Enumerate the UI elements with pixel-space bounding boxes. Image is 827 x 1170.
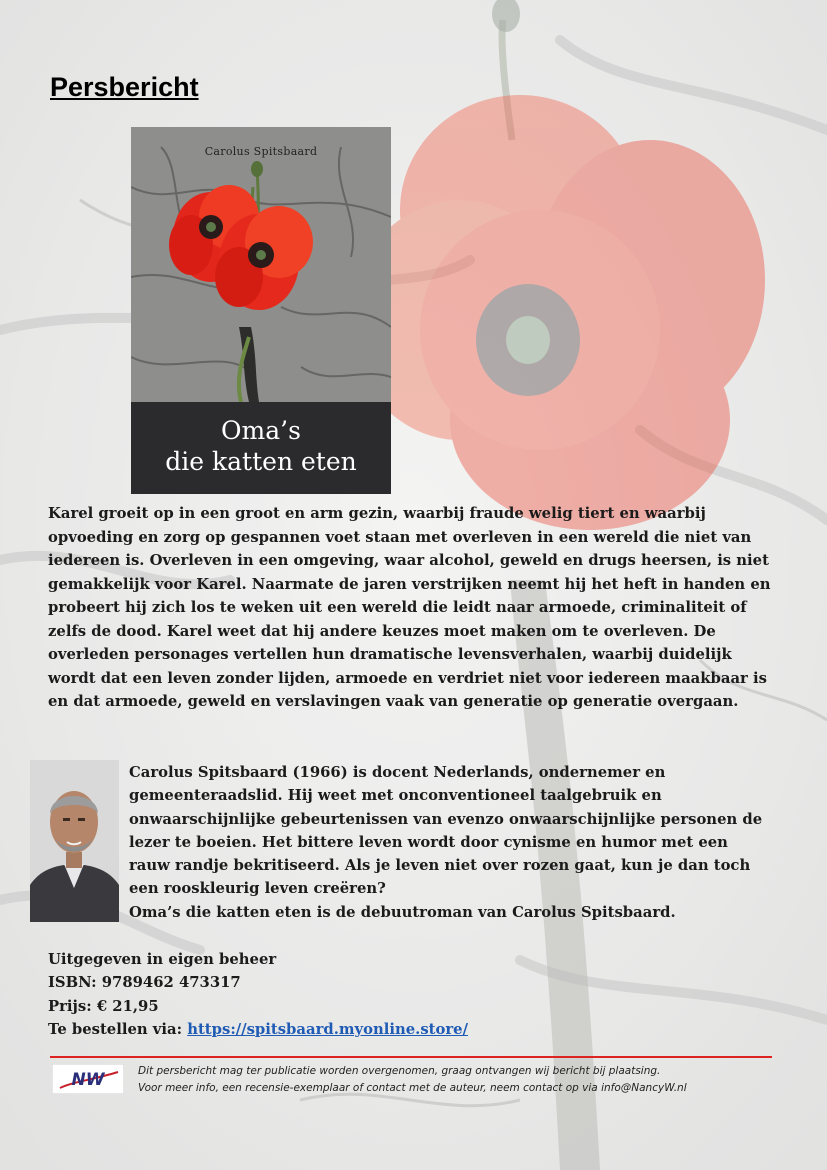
isbn-line: ISBN: 9789462 473317 [48, 974, 241, 992]
author-bio-text: Carolus Spitsbaard (1966) is docent Nederlands, ondernemer en gemeenteraadslid. Hij weet met onconventioneel taalgebruik en onwaarschijnlijke gebeurtenissen van evenzo onwaarschijnlijke personen de lezer te boeien. Het bittere leven wordt door cynisme en humor met een rauw randje bekritiseerd. Als je leven niet over rozen gaat, kun je dan toch een rooskleurig leven creëren? [129, 764, 763, 898]
book-cover-title [131, 415, 391, 477]
footer-line1: Dit persbericht mag ter publicatie worden overgenomen, graag ontvangen wij bericht bij plaatsing. [138, 1065, 661, 1077]
page-title: Persbericht [50, 72, 199, 102]
price-line: Prijs: € 21,95 [48, 997, 159, 1015]
book-description: Karel groeit op in een groot en arm gezin, waarbij fraude welig tiert en waarbij opvoeding en zorg op gespannen voet staan met overleven in een wereld die niet van iedereen is. Overleven in een omgeving, waar alcohol, geweld en drugs heersen, is niet gemakkelijk voor Karel. Naarmate de jaren verstrijken neemt hij het heft in handen en probeert hij zich los te weken uit een wereld die leidt naar armoede, criminaliteit of zelfs de dood. Karel weet dat hij andere keuzes moet maken om te overleven. De overleden personages vertellen hun dramatische levensverhalen, waarbij duidelijk wordt dat een leven zonder lijden, armoede en verdriet niet voor iedereen maakbaar is en dat armoede, geweld en verslavingen vaak van generatie op generatie overgaan. [48, 505, 771, 710]
book-cover-title-line1: Oma’s [221, 416, 301, 445]
footer-line2: Voor meer info, een recensie-exemplaar of contact met de auteur, neem contact op via info@NancyW.nl [138, 1082, 687, 1094]
book-cover [131, 127, 391, 494]
author-bio-debut: Oma’s die katten eten is de debuutroman van Carolus Spitsbaard. [129, 903, 676, 921]
book-cover-title-line2: die katten eten [165, 447, 357, 476]
publisher-line: Uitgegeven in eigen beheer [48, 951, 277, 968]
logo-text: NW [71, 1070, 105, 1090]
footer-divider [50, 1056, 772, 1058]
author-portrait [30, 760, 119, 922]
order-label: Te bestellen via: [48, 1021, 183, 1039]
book-cover-author: Carolus Spitsbaard [204, 145, 318, 158]
author-bio [129, 761, 769, 924]
order-line [48, 1018, 468, 1041]
nancyw-logo [52, 1064, 124, 1094]
publication-info [48, 948, 468, 1042]
order-link[interactable]: https://spitsbaard.myonline.store/ [187, 1021, 468, 1039]
footer-note [138, 1063, 788, 1097]
